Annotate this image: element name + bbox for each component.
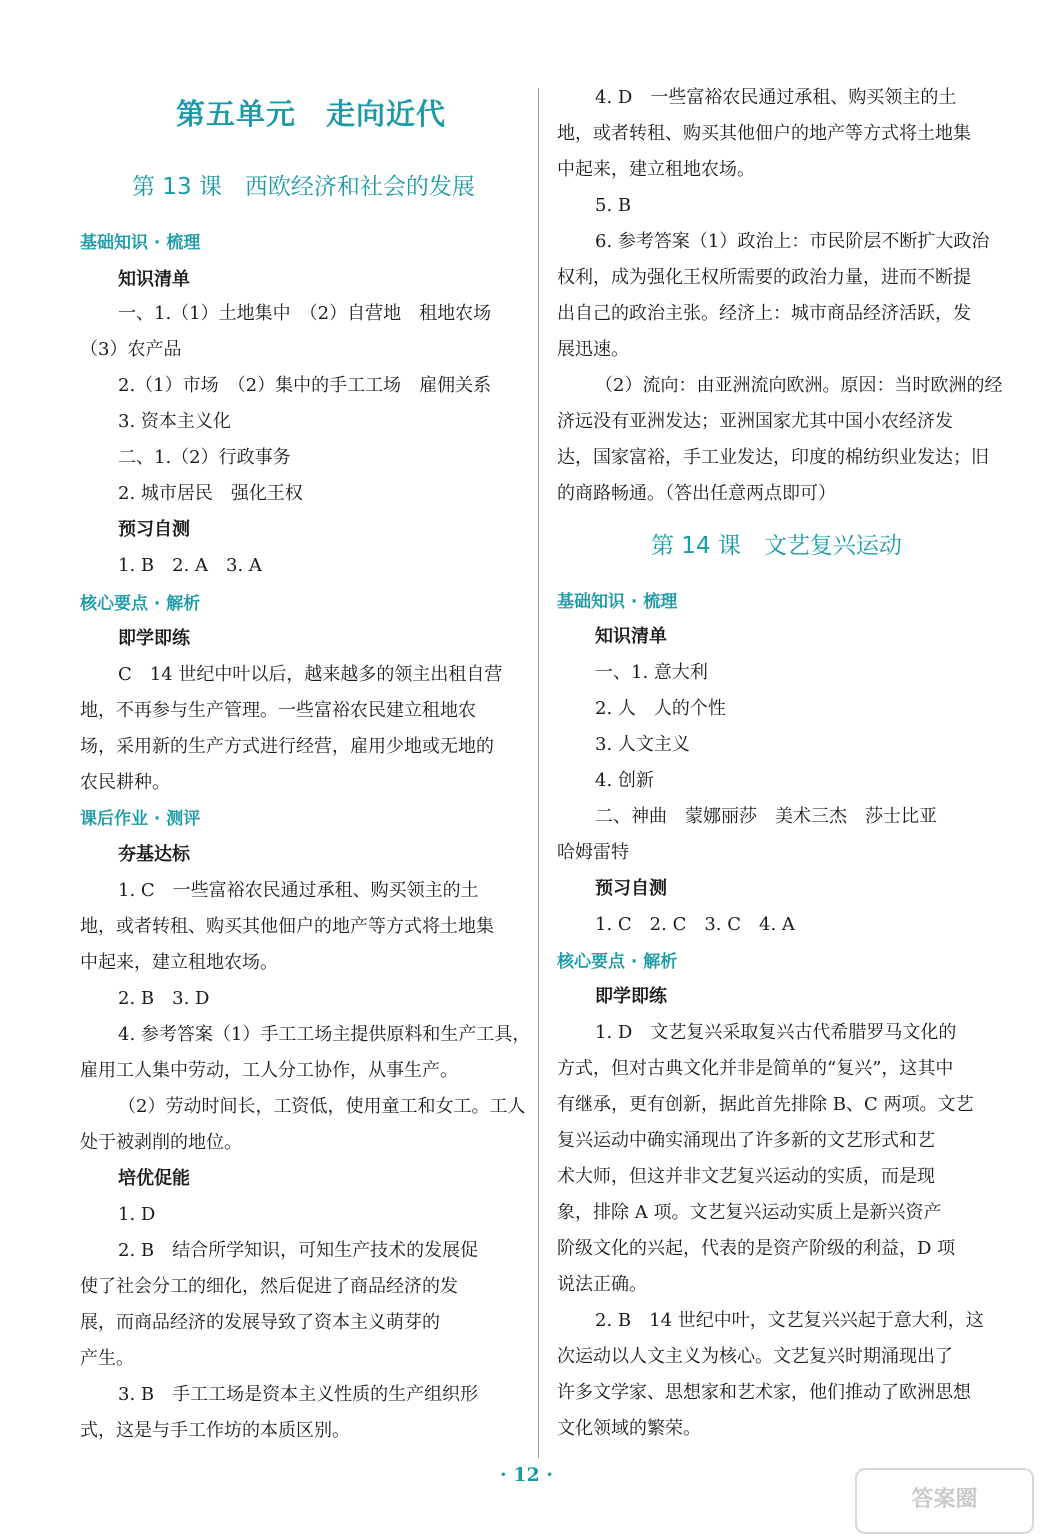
subsection-heading: 即学即练 [595, 986, 667, 1007]
text-line: 次运动以人文主义为核心。文艺复兴时期涌现出了 [557, 1346, 953, 1367]
text-line: 展，而商品经济的发展导致了资本主义萌芽的 [80, 1312, 440, 1333]
text-line: （3）农产品 [80, 339, 182, 360]
column-divider [538, 88, 539, 1458]
subsection-heading: 预习自测 [595, 878, 667, 899]
text-line: 达，国家富裕，手工业发达，印度的棉纺织业发达；旧 [557, 447, 989, 468]
text-line: 中起来，建立租地农场。 [557, 159, 755, 180]
text-line: 1. C 2. C 3. C 4. A [595, 914, 795, 935]
page-number: · 12 · [500, 1464, 553, 1486]
text-line: 地，或者转租、购买其他佃户的地产等方式将土地集 [557, 123, 971, 144]
section-heading: 课后作业 · 测评 [80, 809, 201, 829]
text-line: 3. B 手工工场是资本主义性质的生产组织形 [118, 1384, 479, 1405]
text-line: 的商路畅通。（答出任意两点即可） [557, 483, 836, 504]
text-line: 雇用工人集中劳动，工人分工协作，从事生产。 [80, 1060, 458, 1081]
section-heading: 基础知识 · 梳理 [557, 592, 678, 612]
text-line: 展迅速。 [557, 339, 629, 360]
text-line: 1. D 文艺复兴采取复兴古代希腊罗马文化的 [595, 1022, 957, 1043]
subsection-heading: 预习自测 [118, 519, 190, 540]
text-line: 2.（1）市场 （2）集中的手工工场 雇佣关系 [118, 375, 492, 396]
text-line: 4. 参考答案（1）手工工场主提供原料和生产工具， [118, 1024, 531, 1045]
text-line: 说法正确。 [557, 1274, 647, 1295]
text-line: 6. 参考答案（1）政治上：市民阶层不断扩大政治 [595, 231, 990, 252]
text-line: 权利，成为强化王权所需要的政治力量，进而不断提 [557, 267, 971, 288]
text-line: 1. D [118, 1204, 156, 1225]
subsection-heading: 培优促能 [118, 1168, 190, 1189]
unit-title: 第五单元 走向近代 [176, 97, 447, 131]
text-line: 地，或者转租、购买其他佃户的地产等方式将土地集 [80, 916, 494, 937]
text-line: 2. B 结合所学知识，可知生产技术的发展促 [118, 1240, 479, 1261]
text-line: 场，采用新的生产方式进行经营，雇用少地或无地的 [80, 736, 494, 757]
text-line: 有继承，更有创新，据此首先排除 B、C 两项。文艺 [557, 1094, 974, 1115]
text-line: 济远没有亚洲发达；亚洲国家尤其中国小农经济发 [557, 411, 953, 432]
text-line: 1. B 2. A 3. A [118, 555, 262, 576]
text-line: 一、1.（1）土地集中 （2）自营地 租地农场 [118, 303, 492, 324]
text-line: 使了社会分工的细化，然后促进了商品经济的发 [80, 1276, 458, 1297]
text-line: 3. 资本主义化 [118, 411, 231, 432]
text-line: 4. D 一些富裕农民通过承租、购买领主的土 [595, 87, 957, 108]
text-line: 地，不再参与生产管理。一些富裕农民建立租地农 [80, 700, 476, 721]
text-line: 方式，但对古典文化并非是简单的“复兴”，这其中 [557, 1058, 954, 1079]
watermark-logo: 答案圈 [855, 1468, 1034, 1534]
text-line: 1. C 一些富裕农民通过承租、购买领主的土 [118, 880, 479, 901]
text-line: 复兴运动中确实涌现出了许多新的文艺形式和艺 [557, 1130, 935, 1151]
text-line: 产生。 [80, 1348, 134, 1369]
section-heading: 核心要点 · 解析 [80, 594, 201, 614]
lesson-13-title: 第 13 课 西欧经济和社会的发展 [132, 174, 475, 200]
text-line: （2）流向：由亚洲流向欧洲。原因：当时欧洲的经 [595, 375, 1003, 396]
text-line: 2. B 3. D [118, 988, 210, 1009]
text-line: 术大师，但这并非文艺复兴运动的实质，而是现 [557, 1166, 935, 1187]
text-line: 处于被剥削的地位。 [80, 1132, 242, 1153]
text-line: 哈姆雷特 [557, 842, 629, 863]
text-line: 2. 人 人的个性 [595, 698, 726, 719]
text-line: 2. 城市居民 强化王权 [118, 483, 303, 504]
text-line: 一、1. 意大利 [595, 662, 708, 683]
section-heading: 基础知识 · 梳理 [80, 233, 201, 253]
section-heading: 核心要点 · 解析 [557, 952, 678, 972]
text-line: C 14 世纪中叶以后，越来越多的领主出租自营 [118, 664, 503, 685]
text-line: 象，排除 A 项。文艺复兴运动实质上是新兴资产 [557, 1202, 942, 1223]
text-line: 二、神曲 蒙娜丽莎 美术三杰 莎士比亚 [595, 806, 937, 827]
text-line: 农民耕种。 [80, 772, 170, 793]
text-line: 阶级文化的兴起，代表的是资产阶级的利益，D 项 [557, 1238, 956, 1259]
subsection-heading: 即学即练 [118, 628, 190, 649]
text-line: 文化领域的繁荣。 [557, 1418, 701, 1439]
text-line: 二、1.（2）行政事务 [118, 447, 291, 468]
subsection-heading: 知识清单 [118, 269, 190, 290]
text-line: 2. B 14 世纪中叶，文艺复兴兴起于意大利，这 [595, 1310, 984, 1331]
text-line: 3. 人文主义 [595, 734, 690, 755]
text-line: 许多文学家、思想家和艺术家，他们推动了欧洲思想 [557, 1382, 971, 1403]
subsection-heading: 知识清单 [595, 626, 667, 647]
text-line: 出自己的政治主张。经济上：城市商品经济活跃，发 [557, 303, 971, 324]
lesson-14-title: 第 14 课 文艺复兴运动 [651, 533, 902, 559]
text-line: 式，这是与手工作坊的本质区别。 [80, 1420, 350, 1441]
text-line: 4. 创新 [595, 770, 654, 791]
text-line: 中起来，建立租地农场。 [80, 952, 278, 973]
text-line: 5. B [595, 195, 632, 216]
subsection-heading: 夯基达标 [118, 844, 190, 865]
text-line: （2）劳动时间长，工资低，使用童工和女工。工人 [118, 1096, 526, 1117]
